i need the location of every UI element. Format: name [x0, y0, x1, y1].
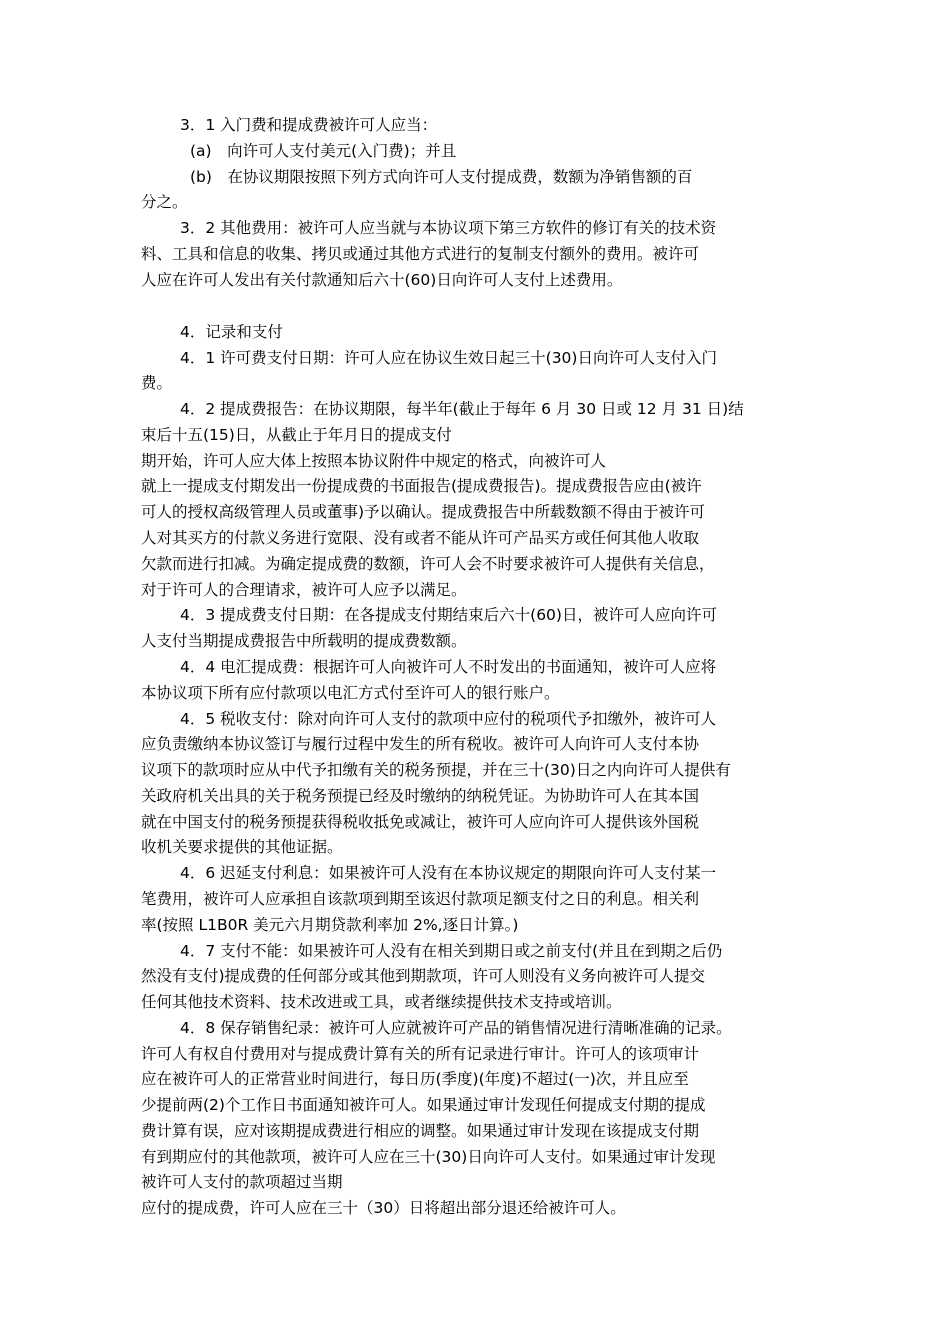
para-4-2-line: 人对其买方的付款义务进行宽限、没有或者不能从许可产品买方或任何其他人收取: [141, 529, 700, 547]
para-4-5-line: 4．5 税收支付：除对向许可人支付的款项中应付的税项代予扣缴外，被许可人: [180, 710, 717, 728]
para-3-1-b-cont: 分之。: [141, 193, 188, 211]
para-4-2-line: 就上一提成支付期发出一份提成费的书面报告(提成费报告)。提成费报告应由(被许: [141, 477, 702, 495]
para-4-8-line: 应在被许可人的正常营业时间进行，每日历(季度)(年度)不超过(一)次，并且应至: [141, 1070, 689, 1088]
para-4-6-line: 笔费用，被许可人应承担自该款项到期至该迟付款项足额支付之日的利息。相关利: [141, 890, 700, 908]
para-4-5-line: 就在中国支付的税务预提获得税收抵免或减让，被许可人应向许可人提供该外国税: [141, 813, 700, 831]
para-4-1-line: 4．1 许可费支付日期：许可人应在协议生效日起三十(30)日向许可人支付入门: [180, 349, 717, 367]
para-4-2-line: 期开始，许可人应大体上按照本协议附件中规定的格式，向被许可人: [141, 452, 607, 470]
para-4-7-line: 4．7 支付不能：如果被许可人没有在相关到期日或之前支付(并且在到期之后仍: [180, 942, 723, 960]
para-4-5-line: 收机关要求提供的其他证据。: [141, 838, 343, 856]
para-4-3-line: 4．3 提成费支付日期：在各提成支付期结束后六十(60)日，被许可人应向许可: [180, 606, 717, 624]
para-4-8-line: 费计算有误，应对该期提成费进行相应的调整。如果通过审计发现在该提成支付期: [141, 1122, 700, 1140]
para-4-7-line: 然没有支付)提成费的任何部分或其他到期款项，许可人则没有义务向被许可人提交: [141, 967, 706, 985]
para-4-8-line: 有到期应付的其他款项，被许可人应在三十(30)日向许可人支付。如果通过审计发现: [141, 1148, 716, 1166]
para-4-2-line: 4．2 提成费报告：在协议期限，每半年(截止于每年 6 月 30 日或 12 月 31 日)结: [180, 400, 744, 418]
para-4-5-line: 议项下的款项时应从中代予扣缴有关的税务预提，并在三十(30)日之内向许可人提供有: [141, 761, 731, 779]
para-4-5-line: 应负责缴纳本协议签订与履行过程中发生的所有税收。被许可人向许可人支付本协: [141, 735, 700, 753]
para-4-8-line: 少提前两(2)个工作日书面通知被许可人。如果通过审计发现任何提成支付期的提成: [141, 1096, 706, 1114]
para-3-2-line: 人应在许可人发出有关付款通知后六十(60)日向许可人支付上述费用。: [141, 271, 623, 289]
para-4-8-line: 4．8 保存销售纪录：被许可人应就被许可产品的销售情况进行清晰准确的记录。: [180, 1019, 732, 1037]
para-4-1-line: 费。: [141, 374, 173, 392]
para-4-6-line: 率(按照 L1B0R 美元六月期贷款利率加 2%,逐日计算。): [141, 916, 519, 934]
para-3-2-line: 料、工具和信息的收集、拷贝或通过其他方式进行的复制支付额外的费用。被许可: [141, 245, 700, 263]
para-4-8-line: 应付的提成费，许可人应在三十（30）日将超出部分退还给被许可人。: [141, 1199, 626, 1217]
para-4-2-line: 束后十五(15)日，从截止于年月日的提成支付: [141, 426, 452, 444]
para-3-2-line: 3．2 其他费用：被许可人应当就与本协议项下第三方软件的修订有关的技术资: [180, 219, 717, 237]
section-4-heading: 4．记录和支付: [180, 323, 283, 341]
para-3-1-b: (b) 在协议期限按照下列方式向许可人支付提成费，数额为净销售额的百: [190, 168, 693, 186]
para-4-2-line: 对于许可人的合理请求，被许可人应予以满足。: [141, 581, 467, 599]
para-3-1-a: (a) 向许可人支付美元(入门费)；并且: [190, 142, 457, 160]
para-4-7-line: 任何其他技术资料、技术改进或工具，或者继续提供技术支持或培训。: [141, 993, 622, 1011]
para-4-8-line: 被许可人支付的款项超过当期: [141, 1173, 343, 1191]
para-3-1-heading: 3．1 入门费和提成费被许可人应当：: [180, 116, 438, 134]
para-4-3-line: 人支付当期提成费报告中所载明的提成费数额。: [141, 632, 467, 650]
para-4-2-line: 可人的授权高级管理人员或董事)予以确认。提成费报告中所载数额不得由于被许可: [141, 503, 706, 521]
para-4-8-line: 许可人有权自付费用对与提成费计算有关的所有记录进行审计。许可人的该项审计: [141, 1045, 700, 1063]
para-4-5-line: 关政府机关出具的关于税务预提已经及时缴纳的纳税凭证。为协助许可人在其本国: [141, 787, 700, 805]
para-4-4-line: 4．4 电汇提成费：根据许可人向被许可人不时发出的书面通知，被许可人应将: [180, 658, 717, 676]
para-4-4-line: 本协议项下所有应付款项以电汇方式付至许可人的银行账户。: [141, 684, 560, 702]
para-4-6-line: 4．6 迟延支付利息：如果被许可人没有在本协议规定的期限向许可人支付某一: [180, 864, 717, 882]
para-4-2-line: 欠款而进行扣减。为确定提成费的数额，许可人会不时要求被许可人提供有关信息，: [141, 555, 715, 573]
